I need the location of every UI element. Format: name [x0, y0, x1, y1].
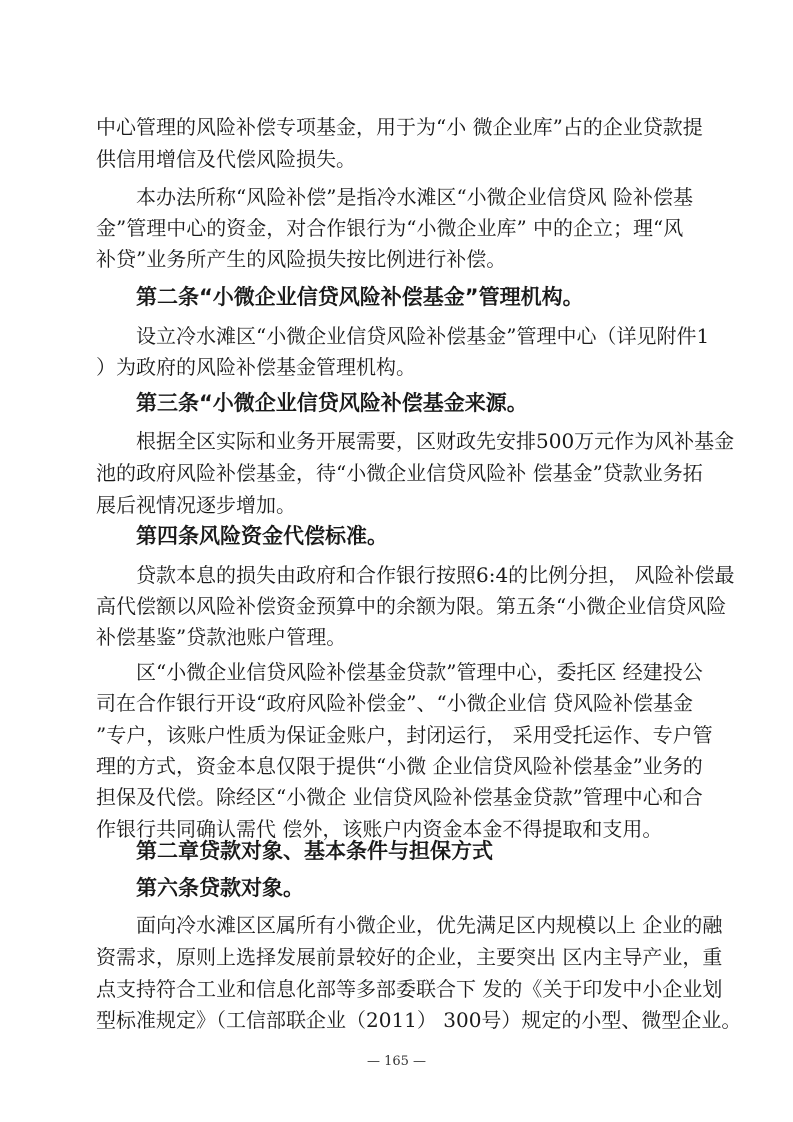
paragraph-line: 设立冷水滩区“小微企业信贷风险补偿基金”管理中心（详见附件1 — [136, 324, 710, 348]
paragraph-line: 展后视情况逐步增加。 — [96, 493, 296, 517]
paragraph-line: 中心管理的风险补偿专项基金，用于为“小 微企业库”占的企业贷款提 — [96, 115, 703, 139]
paragraph-line: 型标准规定》（工信部联企业（2011） 300号）规定的小型、微型企业。 — [96, 1008, 742, 1032]
paragraph-line: 高代偿额以风险补偿资金预算中的余额为限。第五条“小微企业信贷风险 — [96, 594, 727, 618]
paragraph-line: 担保及代偿。除经区“小微企 业信贷风险补偿基金贷款”管理中心和合 — [96, 785, 703, 809]
paragraph-line: 贷款本息的损失由政府和合作银行按照6:4的比例分担， 风险补偿最 — [136, 563, 735, 587]
paragraph-line: 区“小微企业信贷风险补偿基金贷款”管理中心，委托区 经建投公 — [136, 660, 703, 684]
paragraph-line: 补贷”业务所产生的风险损失按比例进行补偿。 — [96, 247, 507, 271]
paragraph-line: 面向冷水滩区区属所有小微企业，优先满足区内规模以上 企业的融 — [136, 913, 723, 937]
article-heading: 第三条“小微企业信贷风险补偿基金来源。 — [136, 391, 528, 415]
paragraph-line: 资需求，原则上选择发展前景较好的企业，主要突出 区内主导产业，重 — [96, 945, 723, 969]
paragraph-line: 金”管理中心的资金，对合作银行为“小微企业库” 中的企立；理“风 — [96, 216, 684, 240]
page-number: — 165 — — [366, 1054, 427, 1069]
article-heading: 第四条风险资金代偿标准。 — [136, 524, 388, 548]
article-heading: 第二条“小微企业信贷风险补偿基金”管理机构。 — [136, 285, 584, 309]
paragraph-line: 池的政府风险补偿基金，待“小微企业信贷风险补 偿基金”贷款业务拓 — [96, 461, 703, 485]
article-heading: 第六条贷款对象。 — [136, 876, 304, 900]
paragraph-line: 司在合作银行开设“政府风险补偿金”、“小微企业信 贷风险补偿基金 — [96, 691, 694, 715]
paragraph-line: 补偿基鉴”贷款池账户管理。 — [96, 625, 347, 649]
chapter-heading: 第二章贷款对象、基本条件与担保方式 — [136, 839, 493, 863]
paragraph-line: 根据全区实际和业务开展需要，区财政先安排500万元作为风补基金 — [136, 429, 735, 453]
paragraph-line: 点支持符合工业和信息化部等多部委联合下 发的《关于印发中小企业划 — [96, 977, 723, 1001]
paragraph-line: 作银行共同确认需代 偿外，该账户内资金本金不得提取和支用。 — [96, 817, 663, 841]
paragraph-line: 供信用增信及代偿风险损失。 — [96, 147, 356, 171]
paragraph-line: ）为政府的风险补偿基金管理机构。 — [96, 355, 416, 379]
paragraph-line: 本办法所称“风险补偿”是指冷水滩区“小微企业信贷风 险补偿基 — [136, 185, 694, 209]
paragraph-line: ”专户，该账户性质为保证金账户，封闭运行， 采用受托运作、专户管 — [96, 723, 713, 747]
paragraph-line: 理的方式，资金本息仅限于提供“小微 企业信贷风险补偿基金”业务的 — [96, 754, 703, 778]
